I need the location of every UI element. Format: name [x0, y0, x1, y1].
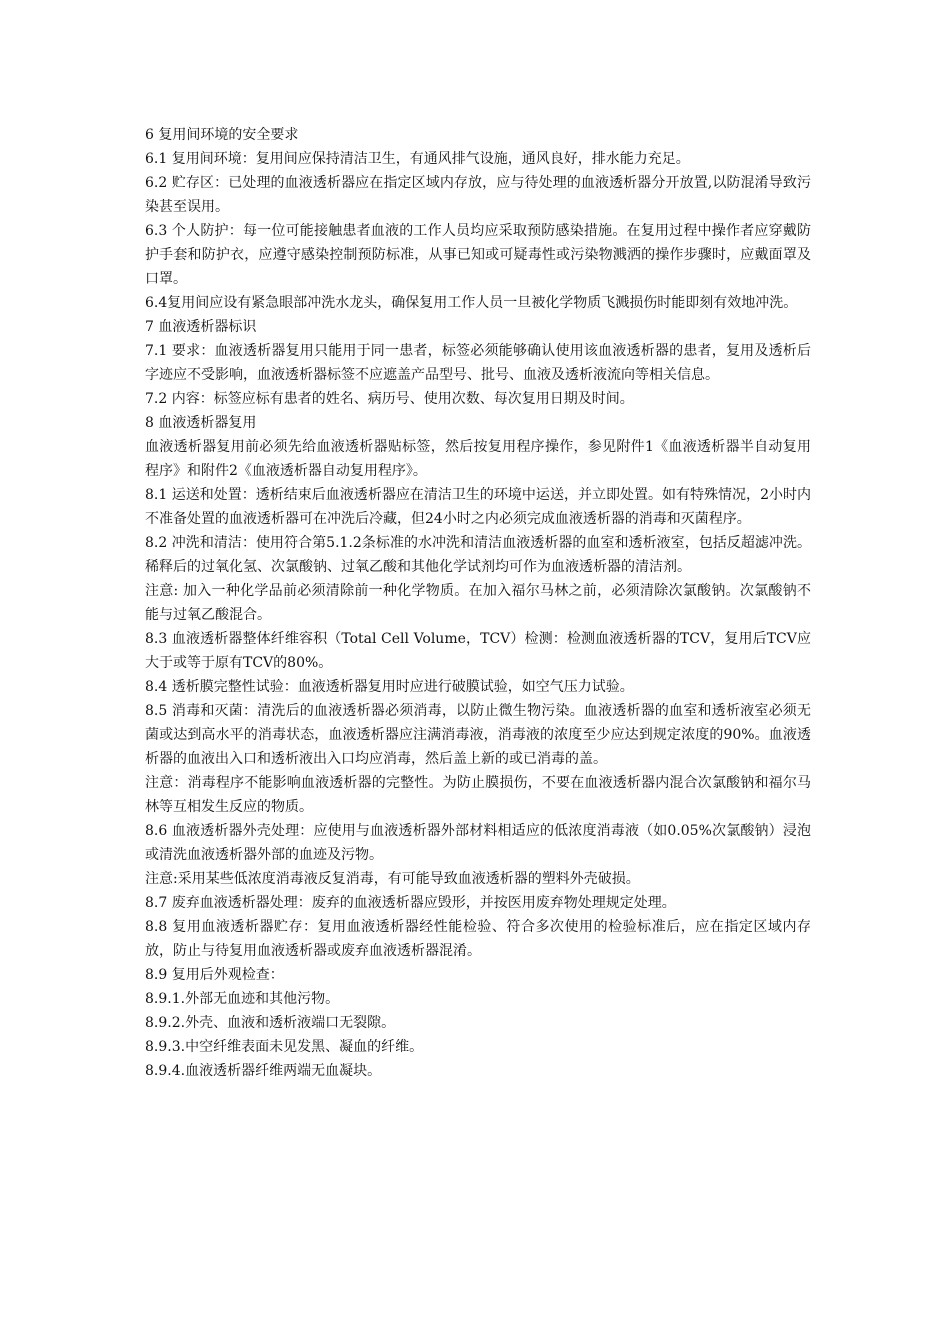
paragraph-8-2: 8.2 冲洗和清洁：使用符合第5.1.2条标准的水冲洗和清洁血液透析器的血室和透析液室，包括反超滤冲洗。稀释后的过氧化氢、次氯酸钠、过氧乙酸和其他化学试剂均可作为血液透析器的清洁剂。	[145, 535, 811, 575]
paragraph-8-8: 8.8 复用血液透析器贮存：复用血液透析器经性能检验、符合多次使用的检验标准后，应在指定区域内存放，防止与待复用血液透析器或废弃血液透析器混淆。	[145, 919, 811, 959]
list-item-8-9-1: 8.9.1.外部无血迹和其他污物。	[145, 991, 340, 1007]
paragraph-6-1: 6.1 复用间环境：复用间应保持清洁卫生，有通风排气设施，通风良好，排水能力充足。	[145, 151, 690, 167]
paragraph-8-9: 8.9 复用后外观检查：	[145, 967, 284, 983]
paragraph-7-2: 7.2 内容：标签应标有患者的姓名、病历号、使用次数、每次复用日期及时间。	[145, 391, 634, 407]
paragraph-6-3: 6.3 个人防护：每一位可能接触患者血液的工作人员均应采取预防感染措施。在复用过程中操作者应穿戴防护手套和防护衣，应遵守感染控制预防标准，从事已知或可疑毒性或污染物溅洒的操作步骤时，应戴面罩及口罩。	[145, 223, 811, 287]
paragraph-7-1: 7.1 要求：血液透析器复用只能用于同一患者，标签必须能够确认使用该血液透析器的患者，复用及透析后字迹应不受影响，血液透析器标签不应遮盖产品型号、批号、血液及透析液流向等相关信息。	[145, 343, 811, 383]
paragraph-8-7: 8.7 废弃血液透析器处理：废弃的血液透析器应毁形，并按医用废弃物处理规定处理。	[145, 895, 676, 911]
paragraph-8-5: 8.5 消毒和灭菌：清洗后的血液透析器必须消毒，以防止微生物污染。血液透析器的血室和透析液室必须无菌或达到高水平的消毒状态，血液透析器应注满消毒液，消毒液的浓度至少应达到规定浓度的90%。血液透析器的血液出入口和透析液出入口均应消毒，然后盖上新的或已消毒的盖。	[145, 703, 811, 767]
paragraph-6-2: 6.2 贮存区：已处理的血液透析器应在指定区域内存放，应与待处理的血液透析器分开放置,以防混淆导致污染甚至误用。	[145, 175, 811, 215]
section-heading-7: 7 血液透析器标识	[145, 319, 257, 335]
note-8-6: 注意:采用某些低浓度消毒液反复消毒，有可能导致血液透析器的塑料外壳破损。	[145, 871, 640, 887]
section-heading-6: 6 复用间环境的安全要求	[145, 127, 299, 143]
paragraph-6-4: 6.4复用间应设有紧急眼部冲洗水龙头，确保复用工作人员一旦被化学物质飞溅损伤时能即刻有效地冲洗。	[145, 295, 798, 311]
list-item-8-9-2: 8.9.2.外壳、血液和透析液端口无裂隙。	[145, 1015, 396, 1031]
paragraph-8-intro: 血液透析器复用前必须先给血液透析器贴标签，然后按复用程序操作，参见附件1《血液透析器半自动复用程序》和附件2《血液透析器自动复用程序》。	[145, 439, 811, 479]
section-heading-8: 8 血液透析器复用	[145, 415, 257, 431]
paragraph-8-3: 8.3 血液透析器整体纤维容积（Total Cell Volume，TCV）检测：检测血液透析器的TCV，复用后TCV应大于或等于原有TCV的80%。	[145, 631, 811, 671]
paragraph-8-6: 8.6 血液透析器外壳处理：应使用与血液透析器外部材料相适应的低浓度消毒液（如0.05%次氯酸钠）浸泡或清洗血液透析器外部的血迹及污物。	[145, 823, 811, 863]
list-item-8-9-4: 8.9.4.血液透析器纤维两端无血凝块。	[145, 1063, 382, 1079]
paragraph-8-4: 8.4 透析膜完整性试验：血液透析器复用时应进行破膜试验，如空气压力试验。	[145, 679, 634, 695]
document-body	[145, 123, 811, 1083]
list-item-8-9-3: 8.9.3.中空纤维表面未见发黑、凝血的纤维。	[145, 1039, 424, 1055]
note-8-5: 注意：消毒程序不能影响血液透析器的完整性。为防止膜损伤，不要在血液透析器内混合次氯酸钠和福尔马林等互相发生反应的物质。	[145, 775, 811, 815]
note-8-2: 注意: 加入一种化学品前必须清除前一种化学物质。在加入福尔马林之前，必须清除次氯酸钠。次氯酸钠不能与过氧乙酸混合。	[145, 583, 811, 623]
paragraph-8-1: 8.1 运送和处置：透析结束后血液透析器应在清洁卫生的环境中运送，并立即处置。如有特殊情况，2小时内不准备处置的血液透析器可在冲洗后冷藏，但24小时之内必须完成血液透析器的消毒和灭菌程序。	[145, 487, 811, 527]
